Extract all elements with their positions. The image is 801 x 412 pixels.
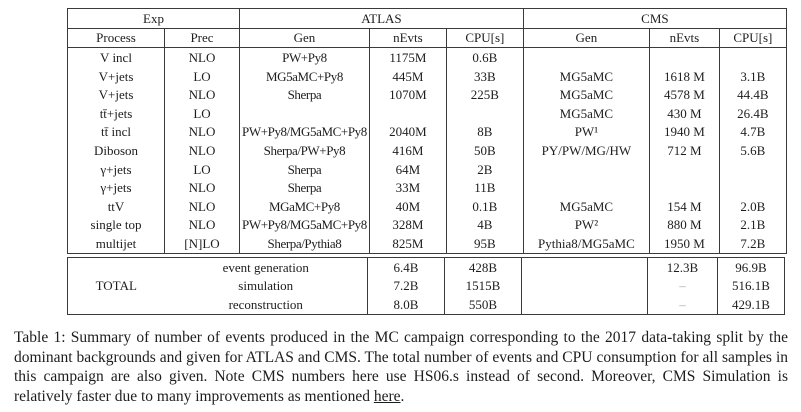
table-cell: 712 M	[649, 141, 719, 160]
total-value-cell	[522, 295, 648, 314]
total-value-cell: 1515B	[445, 276, 522, 295]
group-header-row	[68, 9, 787, 29]
total-value-cell	[522, 257, 648, 276]
total-stage-cell: event generation	[222, 259, 309, 275]
table-cell: tt̄+jets	[68, 104, 165, 123]
table-cell: 2.0B	[719, 197, 786, 216]
total-label: TOTAL	[95, 278, 137, 294]
table-cell: 825M	[369, 234, 446, 253]
table-row	[68, 104, 787, 123]
table-cell: MG5aMC	[523, 104, 649, 123]
table-cell: Sherpa/PW+Py8	[240, 141, 370, 160]
table-cell: Pythia8/MG5aMC	[523, 234, 649, 253]
here-link[interactable]: here	[373, 387, 401, 405]
table-cell	[649, 48, 719, 67]
table-cell	[719, 178, 786, 197]
table-cell: MG5aMC+Py8	[240, 67, 370, 86]
total-table-body	[68, 257, 785, 314]
table-cell: 430 M	[649, 104, 719, 123]
table-cell	[649, 178, 719, 197]
table-cell: MG5aMC	[523, 85, 649, 104]
table-cell: MG5aMC	[523, 197, 649, 216]
column-header-cpu-atlas: CPU[s]	[446, 28, 523, 48]
total-value-cell: 12.3B	[648, 257, 718, 276]
table-cell: NLO	[165, 197, 240, 216]
table-cell: LO	[165, 104, 240, 123]
table-cell: 44.4B	[719, 85, 786, 104]
table-caption	[14, 328, 788, 406]
table-cell: PW²	[523, 216, 649, 235]
column-header-cpu-cms: CPU[s]	[719, 28, 786, 48]
table-cell: Sherpa/Pythia8	[240, 234, 370, 253]
table-cell: PW¹	[523, 123, 649, 142]
table-cell: 1070M	[369, 85, 446, 104]
table-cell: PW+Py8/MG5aMC+Py8	[240, 123, 370, 142]
total-stage-cell: simulation	[238, 278, 294, 294]
table-cell: 2040M	[369, 123, 446, 142]
total-value-cell: 516.1B	[718, 276, 785, 295]
table-cell: ttV	[68, 197, 165, 216]
table-cell: 40M	[369, 197, 446, 216]
table-cell: LO	[165, 160, 240, 179]
table-header	[68, 9, 787, 48]
table-cell	[719, 160, 786, 179]
table-cell: 1175M	[369, 48, 446, 67]
total-row	[68, 295, 785, 314]
table-cell: 328M	[369, 216, 446, 235]
table-cell	[719, 48, 786, 67]
main-table-body	[68, 48, 787, 254]
column-header-nevts-cms: nEvts	[649, 28, 719, 48]
table-cell: 95B	[446, 234, 523, 253]
table-cell: Diboson	[68, 141, 165, 160]
table-cell: NLO	[165, 85, 240, 104]
table-cell: [N]LO	[165, 234, 240, 253]
table-cell: 1950 M	[649, 234, 719, 253]
table-row	[68, 67, 787, 86]
table-cell: 8B	[446, 123, 523, 142]
table-cell: V incl	[68, 48, 165, 67]
table-cell: NLO	[165, 216, 240, 235]
total-value-cell: 550B	[445, 295, 522, 314]
table-cell: 4B	[446, 216, 523, 235]
table-cell: tt̄ incl	[68, 123, 165, 142]
table-cell: 880 M	[649, 216, 719, 235]
table-row	[68, 85, 787, 104]
total-value-cell: 7.2B	[368, 276, 445, 295]
table-cell: NLO	[165, 141, 240, 160]
table-cell	[523, 48, 649, 67]
table-cell: 0.6B	[446, 48, 523, 67]
table-cell: 26.4B	[719, 104, 786, 123]
table-cell: 5.6B	[719, 141, 786, 160]
column-header-gen-atlas: Gen	[240, 28, 370, 48]
table-cell	[446, 104, 523, 123]
table-cell: 33B	[446, 67, 523, 86]
table-row	[68, 197, 787, 216]
table-cell: Sherpa	[240, 160, 370, 179]
column-header-prec: Prec	[165, 28, 240, 48]
main-table	[67, 8, 787, 254]
table-cell: 4.7B	[719, 123, 786, 142]
table-cell: NLO	[165, 48, 240, 67]
table-cell: 225B	[446, 85, 523, 104]
exp-group-header: Exp	[68, 9, 240, 29]
table-cell: MGaMC+Py8	[240, 197, 370, 216]
column-header-row	[68, 28, 787, 48]
total-value-cell: 429.1B	[718, 295, 785, 314]
table-row	[68, 48, 787, 67]
table-row	[68, 234, 787, 253]
table-cell: 1940 M	[649, 123, 719, 142]
total-value-cell	[522, 276, 648, 295]
table-cell: PW+Py8	[240, 48, 370, 67]
total-stage-cell: reconstruction	[228, 296, 303, 312]
table-cell: multijet	[68, 234, 165, 253]
total-value-cell: 428B	[445, 257, 522, 276]
caption-period: .	[400, 387, 405, 405]
table-cell: 33M	[369, 178, 446, 197]
table-row	[68, 216, 787, 235]
total-value-cell: 6.4B	[368, 257, 445, 276]
table-cell	[523, 160, 649, 179]
table-cell: 7.2B	[719, 234, 786, 253]
column-header-nevts-atlas: nEvts	[369, 28, 446, 48]
table-cell: 11B	[446, 178, 523, 197]
table-cell: V+jets	[68, 67, 165, 86]
summary-table	[67, 8, 787, 315]
total-row	[68, 257, 785, 276]
table-cell: 2.1B	[719, 216, 786, 235]
table-cell: Sherpa	[240, 178, 370, 197]
table-cell: Sherpa	[240, 85, 370, 104]
table-cell: 64M	[369, 160, 446, 179]
table-row	[68, 123, 787, 142]
table-cell: LO	[165, 67, 240, 86]
total-table	[67, 257, 785, 315]
table-row	[68, 141, 787, 160]
table-cell: γ+jets	[68, 178, 165, 197]
table-cell: 50B	[446, 141, 523, 160]
table-cell	[523, 178, 649, 197]
table-cell	[369, 104, 446, 123]
total-value-cell: 8.0B	[368, 295, 445, 314]
caption-text: Table 1: Summary of number of events produced in the MC campaign corresponding to the 2017 data-taking split by the dominant backgrounds and given for ATLAS and CMS. The total number of events and CPU consumption for all samples in this campaign are also given. Note CMS numbers here use HS06.s instead of second. Moreover, CMS Simulation is relatively faster due to many improvements as mentioned	[14, 329, 788, 405]
total-value-cell: –	[648, 276, 718, 295]
table-cell: 0.1B	[446, 197, 523, 216]
table-cell: V+jets	[68, 85, 165, 104]
table-row	[68, 160, 787, 179]
total-value-cell: –	[648, 295, 718, 314]
table-cell: 445M	[369, 67, 446, 86]
column-header-process: Process	[68, 28, 165, 48]
table-cell: PW+Py8/MG5aMC+Py8	[240, 216, 370, 235]
table-cell	[240, 104, 370, 123]
table-cell: NLO	[165, 123, 240, 142]
table-row	[68, 178, 787, 197]
table-cell: PY/PW/MG/HW	[523, 141, 649, 160]
total-row	[68, 276, 785, 295]
table-cell: single top	[68, 216, 165, 235]
table-cell	[649, 160, 719, 179]
table-cell: 3.1B	[719, 67, 786, 86]
table-cell: 416M	[369, 141, 446, 160]
table-cell: NLO	[165, 178, 240, 197]
table-cell: 4578 M	[649, 85, 719, 104]
table-cell: MG5aMC	[523, 67, 649, 86]
table-cell: 154 M	[649, 197, 719, 216]
table-cell: 1618 M	[649, 67, 719, 86]
total-value-cell: 96.9B	[718, 257, 785, 276]
atlas-group-header: ATLAS	[240, 9, 524, 29]
cms-group-header: CMS	[523, 9, 786, 29]
table-cell: 2B	[446, 160, 523, 179]
column-header-gen-cms: Gen	[523, 28, 649, 48]
table-cell: γ+jets	[68, 160, 165, 179]
